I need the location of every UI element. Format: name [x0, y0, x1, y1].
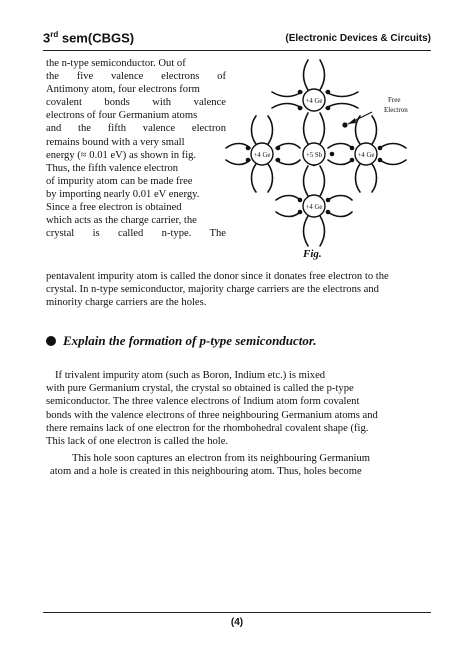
- subject-label: (Electronic Devices & Circuits): [285, 33, 431, 44]
- text-line: bonds with the valence electrons of three neighbouring Germanium atoms and: [46, 409, 378, 421]
- text-line: by importing nearly 0.01 eV energy.: [46, 188, 200, 200]
- figure-caption: Fig.: [303, 248, 322, 260]
- bond-arc: [356, 164, 361, 192]
- bond-arc: [268, 116, 273, 144]
- free-electron-label-1: Free: [388, 96, 401, 104]
- text-line: Thus, the fifth valence electron: [46, 162, 179, 174]
- bond-arc: [304, 216, 309, 246]
- page-header: [43, 28, 431, 50]
- text-line: crystal is called n-type. The: [46, 228, 226, 240]
- crystal-lattice-figure: [224, 58, 438, 270]
- text-line: there remains lack of one electron for the rhombohedral covalent shape (fig.: [46, 422, 369, 434]
- bond-arc: [328, 160, 352, 165]
- bond-arc: [252, 116, 257, 144]
- free-electron-label-2: Electron: [384, 106, 408, 114]
- bond-arc: [372, 164, 377, 192]
- bond-arc: [380, 144, 406, 149]
- text-line: This hole soon captures an electron from its neighbouring Germanium: [72, 453, 371, 465]
- atom-left-label: +4 Ge: [253, 152, 271, 159]
- text-line: the five valence electrons of: [46, 71, 226, 83]
- bullet-icon: [46, 336, 56, 346]
- atom-bottom-label: +4 Ge: [305, 204, 323, 211]
- text-line: and the fifth valence electron: [46, 123, 226, 135]
- header-rule: [43, 50, 431, 51]
- bond-arc: [304, 166, 309, 196]
- bond-arc: [268, 164, 273, 192]
- intro-text: [46, 57, 226, 240]
- bond-arc: [372, 116, 377, 144]
- footer-rule: [43, 612, 431, 613]
- bond-arc: [320, 60, 325, 90]
- text-line: the n-type semiconductor. Out of: [46, 58, 186, 69]
- bond-arc: [380, 160, 406, 165]
- text-line: Since a free electron is obtained: [46, 202, 182, 214]
- text-line: minority charge carriers are the holes.: [46, 297, 207, 309]
- bond-arc: [320, 216, 325, 246]
- text-line: pentavalent impurity atom is called the donor since it donates free electron to the: [46, 271, 389, 282]
- text-line: with pure Germanium crystal, the crystal so obtained is called the p-type: [46, 383, 354, 395]
- bond-arc: [328, 196, 352, 201]
- text-line: remains bound with a very small: [46, 136, 185, 148]
- free-electron: [342, 122, 347, 127]
- bond-arc: [272, 92, 302, 97]
- text-line: This lack of one electron is called the hole.: [46, 436, 229, 448]
- semester-label: 3rd sem(CBGS): [43, 30, 135, 46]
- text-line: which acts as the charge carrier, the: [46, 215, 197, 227]
- text-line: atom and a hole is created in this neighbouring atom. Thus, holes become: [50, 466, 362, 478]
- text-line: energy (≈ 0.01 eV) as shown in fig.: [46, 149, 197, 161]
- page-number: (4): [230, 617, 244, 628]
- bond-arc: [276, 212, 300, 217]
- question-heading: [46, 333, 446, 351]
- bond-arc: [304, 113, 309, 144]
- pointer-arrowhead: [348, 118, 356, 124]
- question-text: Explain the formation of p-type semiconductor.: [63, 333, 317, 348]
- atom-top-label: +4 Ge: [305, 98, 323, 105]
- bond-arc: [328, 212, 352, 217]
- bond-arc: [276, 196, 300, 201]
- atom-right-label: +4 Ge: [357, 152, 375, 159]
- bond-arc: [320, 166, 325, 196]
- bond-arc: [320, 113, 325, 144]
- text-line: electrons of four Germanium atoms: [46, 110, 198, 122]
- atom-center-label: +5 Sb: [305, 152, 323, 159]
- bond-arc: [326, 104, 358, 109]
- p-type-paragraph: [46, 369, 429, 479]
- text-line: crystal. In n-type semiconductor, majority charge carriers are the electrons and: [46, 284, 379, 296]
- bond-arc: [252, 164, 257, 192]
- bond-arc: [328, 144, 352, 149]
- text-line: of impurity atom can be made free: [46, 175, 193, 187]
- bond-arc: [272, 104, 302, 109]
- text-line: If trivalent impurity atom (such as Boron, Indium etc.) is mixed: [55, 370, 326, 381]
- text-line: covalent bonds with valence: [46, 97, 226, 109]
- n-type-conclusion: [46, 270, 429, 310]
- text-line: semiconductor. The three valence electrons of Indium atom form covalent: [46, 396, 360, 408]
- bond-arc: [326, 92, 358, 97]
- bond-arc: [304, 60, 309, 90]
- text-line: Antimony atom, four electrons form: [46, 84, 200, 96]
